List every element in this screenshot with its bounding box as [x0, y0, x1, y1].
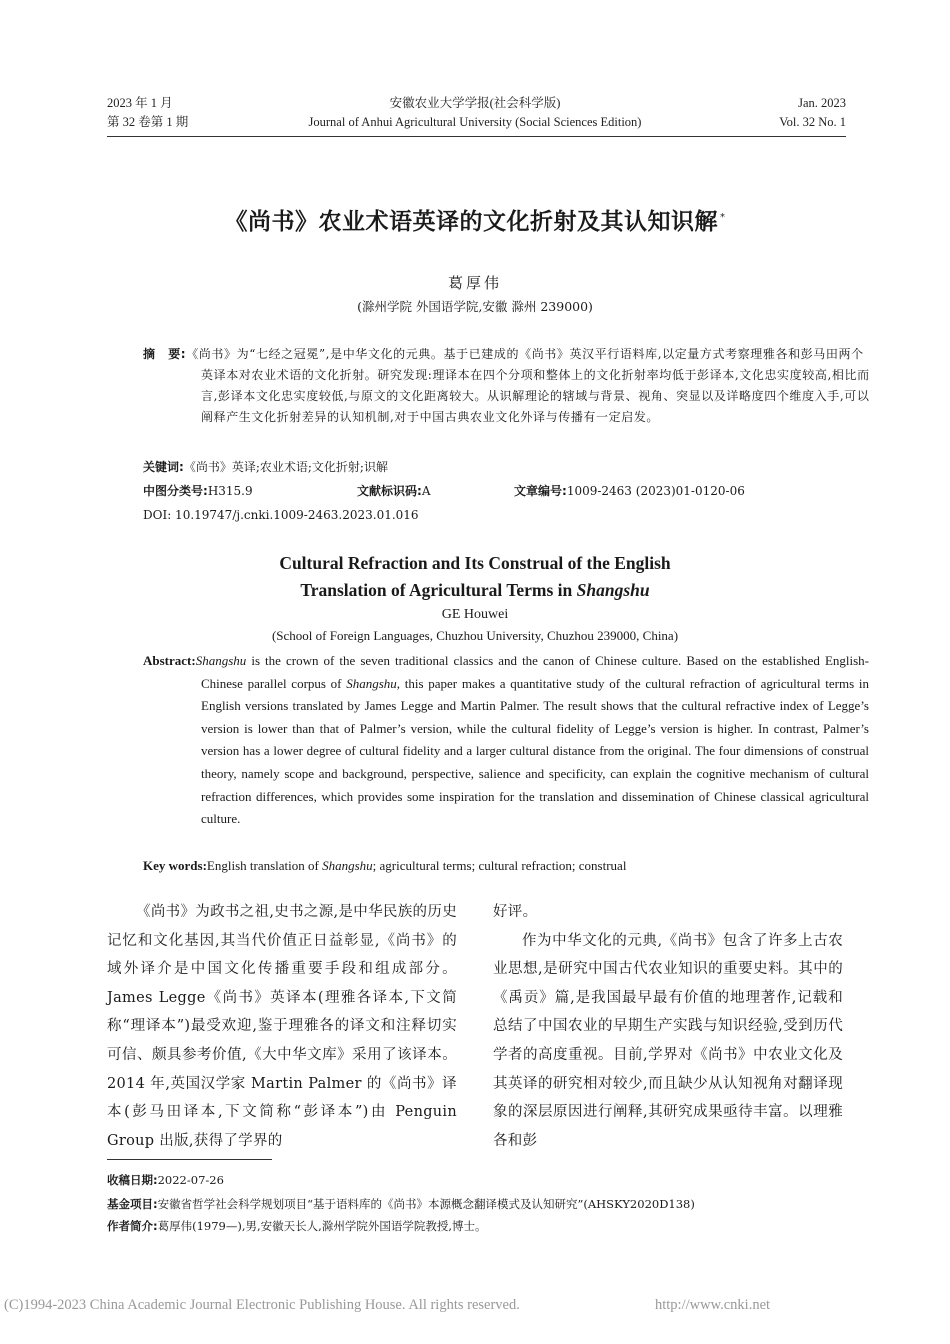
footnote-rule: [107, 1159, 272, 1160]
footnote-bio: 作者简介:葛厚伟(1979—),男,安徽天长人,滁州学院外国语学院教授,博士。: [107, 1219, 487, 1233]
keywords-cn: 关键词:《尚书》英译;农业术语;文化折射;识解: [143, 460, 388, 474]
page-title: 《尚书》农业术语英译的文化折射及其认知识解 *: [224, 209, 726, 235]
document-code: 文献标识码:A: [357, 484, 431, 498]
header-rule: [107, 136, 846, 137]
en-affiliation: (School of Foreign Languages, Chuzhou University, Chuzhou 239000, China): [271, 628, 679, 643]
header-volume: 第 32 卷第 1 期: [107, 115, 189, 129]
en-title-line2: Translation of Agricultural Terms in Shangshu: [300, 580, 650, 600]
footnote-received: 收稿日期:2022-07-26: [107, 1173, 224, 1187]
abstract-cn: [143, 344, 876, 428]
body-right-column: [493, 898, 843, 1155]
abstract-en: Abstract:Shangshu is the crown of the seven traditional classics and the canon of Chinese culture. Based on the established English-Chinese parallel corpus of Shangshu, this paper makes a quantitative study of the cultural refraction of agricultural terms in English versions translated by James Legge and Martin Palmer. The result shows that the cultural refractive index of Legge’s version is lower than that of Palmer’s version, while the cultural fidelity of Legge’s version is higher. In contrast, Palmer’s version has a lower degree of cultural fidelity and a larger cultural distance from the original. The four dimensions of construal theory, namely scope and background, perspective, salience and specificity, can explain the cognitive mechanism of cultural refraction differences, which provides some inspiration for the translation and dissemination of Chinese classical agricultural culture.: [143, 653, 869, 827]
body-paragraph: 《尚书》为政书之祖,史书之源,是中华民族的历史记忆和文化基因,其当代价值正日益彰显,《尚书》的域外译介是中国文化传播重要手段和组成部分。James Legge《尚书》英译本(理雅各译本,下文简称“理译本”)最受欢迎,鉴于理雅各的译文和注释切实可信、颇具参考价值,《大中华文库》采用了该译本。2014 年,英国汉学家 Martin Palmer 的《尚书》译本(彭马田译本,下文简称“彭译本”)由 Penguin Group 出版,获得了学界的: [107, 904, 457, 1149]
affiliation: (滁州学院 外国语学院,安徽 滁州 239000): [357, 299, 593, 314]
abstract-cn-label: 摘 要:: [143, 347, 187, 361]
journal-name-en: Journal of Anhui Agricultural University (Social Sciences Edition): [308, 115, 642, 129]
header-date-en: Jan. 2023: [798, 96, 846, 110]
doi: DOI: 10.19747/j.cnki.1009-2463.2023.01.016: [143, 508, 419, 522]
title-footnote-mark: *: [720, 212, 726, 224]
body-left-column: [107, 898, 457, 1155]
copyright-notice: (C)1994-2023 China Academic Journal Electronic Publishing House. All rights reserved.: [4, 1297, 520, 1313]
abstract-cn-text: 《尚书》为“七经之冠冕”,是中华文化的元典。基于已建成的《尚书》英汉平行语料库,以定量方式考察理雅各和彭马田两个英译本对农业术语的文化折射。研究发现:理译本在四个分项和整体上的文化折射率均低于彭译本,文化忠实度较高,相比而言,彭译本文化忠实度较低,与原文的文化距离较大。从识解理论的辖域与背景、视角、突显以及详略度四个维度入手,可以阐释产生文化折射差异的认知机制,对于中国古典农业文化外译与传播有一定启发。: [186, 347, 870, 424]
abstract-en-label: Abstract:: [143, 653, 196, 668]
header-date: 2023 年 1 月: [107, 96, 173, 110]
en-author: GE Houwei: [441, 607, 509, 622]
author-name: 葛厚伟: [447, 274, 502, 292]
article-number: 文章编号:1009-2463 (2023)01-0120-06: [514, 484, 745, 498]
en-title-line1: Cultural Refraction and Its Construal of the English: [279, 553, 671, 573]
clc-number: 中图分类号:H315.9: [143, 484, 253, 498]
journal-name-cn: 安徽农业大学学报(社会科学版): [389, 96, 561, 110]
header-volume-en: Vol. 32 No. 1: [779, 115, 846, 129]
cnki-link[interactable]: http://www.cnki.net: [655, 1297, 771, 1313]
keywords-en: Key words:English translation of Shangshu; agricultural terms; cultural refraction; construal: [143, 858, 627, 873]
body-paragraph: 作为中华文化的元典,《尚书》包含了许多上古农业思想,是研究中国古代农业知识的重要史料。其中的《禹贡》篇,是我国最早最有价值的地理著作,记载和总结了中国农业的早期生产实践与知识经验,受到历代学者的高度重视。目前,学界对《尚书》中农业文化及其英译的研究相对较少,而且缺少从认知视角对翻译现象的深层原因进行阐释,其研究成果亟待丰富。以理雅各和彭: [493, 932, 843, 1149]
footnote-fund: 基金项目:安徽省哲学社会科学规划项目“基于语料库的《尚书》本源概念翻译模式及认知研究”(AHSKY2020D138): [107, 1197, 695, 1211]
body-paragraph-cont: 好评。: [493, 904, 538, 920]
